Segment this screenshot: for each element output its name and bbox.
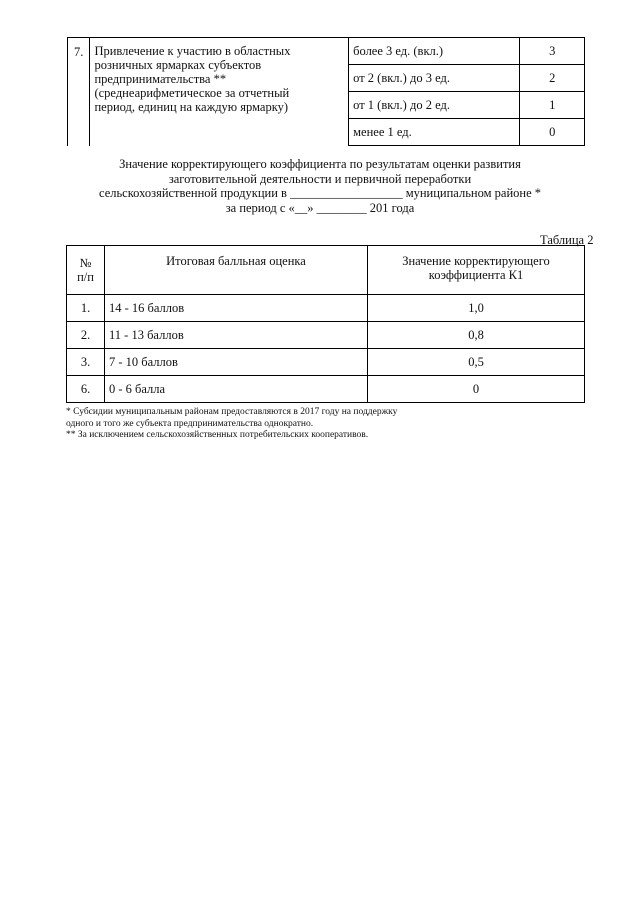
table-row: 1. 14 - 16 баллов 1,0 (67, 295, 585, 322)
table-row: 6. 0 - 6 балла 0 (67, 376, 585, 403)
table-row: 3. 7 - 10 баллов 0,5 (67, 349, 585, 376)
score-cell: 0 (520, 119, 585, 146)
heading-line: за период с «__» ________ 201 года (225, 200, 415, 215)
heading-line: Значение корректирующего коэффициента по результатам оценки развития (119, 157, 521, 171)
table-header-row (67, 246, 585, 295)
condition-cell: от 1 (вкл.) до 2 ед. (349, 92, 520, 119)
header-value: Значение корректирующего коэффициента К1 (368, 246, 585, 295)
heading-line: сельскохозяйственной продукции в __________________ муниципальном районе * (99, 186, 541, 200)
criterion-description: Привлечение к участию в областных розничных ярмарках субъектов предпринимательства ** (среднеарифметическое за отчетный период, единиц на каждую ярмарку) (90, 38, 349, 146)
score-cell: 3 (520, 38, 585, 65)
footnote: * Субсидии муниципальным районам предоставляются в 2017 году на поддержку (66, 407, 398, 417)
table-row: 2. 11 - 13 баллов 0,8 (67, 322, 585, 349)
header-score: Итоговая балльная оценка (105, 246, 368, 295)
footnote: одного и того же субъекта предпринимательства однократно. (66, 418, 314, 429)
condition-cell: более 3 ед. (вкл.) (349, 38, 520, 65)
header-number: № п/п (67, 246, 105, 295)
footnote: ** За исключением сельскохозяйственных потребительских кооперативов. (66, 430, 369, 440)
score-cell: 1 (520, 92, 585, 119)
condition-cell: менее 1 ед. (349, 119, 520, 146)
footnotes (66, 407, 526, 442)
table-caption: Таблица 2 (540, 233, 594, 247)
coefficient-table (66, 245, 585, 403)
criteria-table (67, 37, 585, 146)
section-heading (60, 157, 580, 215)
score-cell: 2 (520, 65, 585, 92)
criterion-number: 7. (68, 38, 90, 146)
heading-line: заготовительной деятельности и первичной переработки (168, 171, 472, 186)
condition-cell: от 2 (вкл.) до 3 ед. (349, 65, 520, 92)
